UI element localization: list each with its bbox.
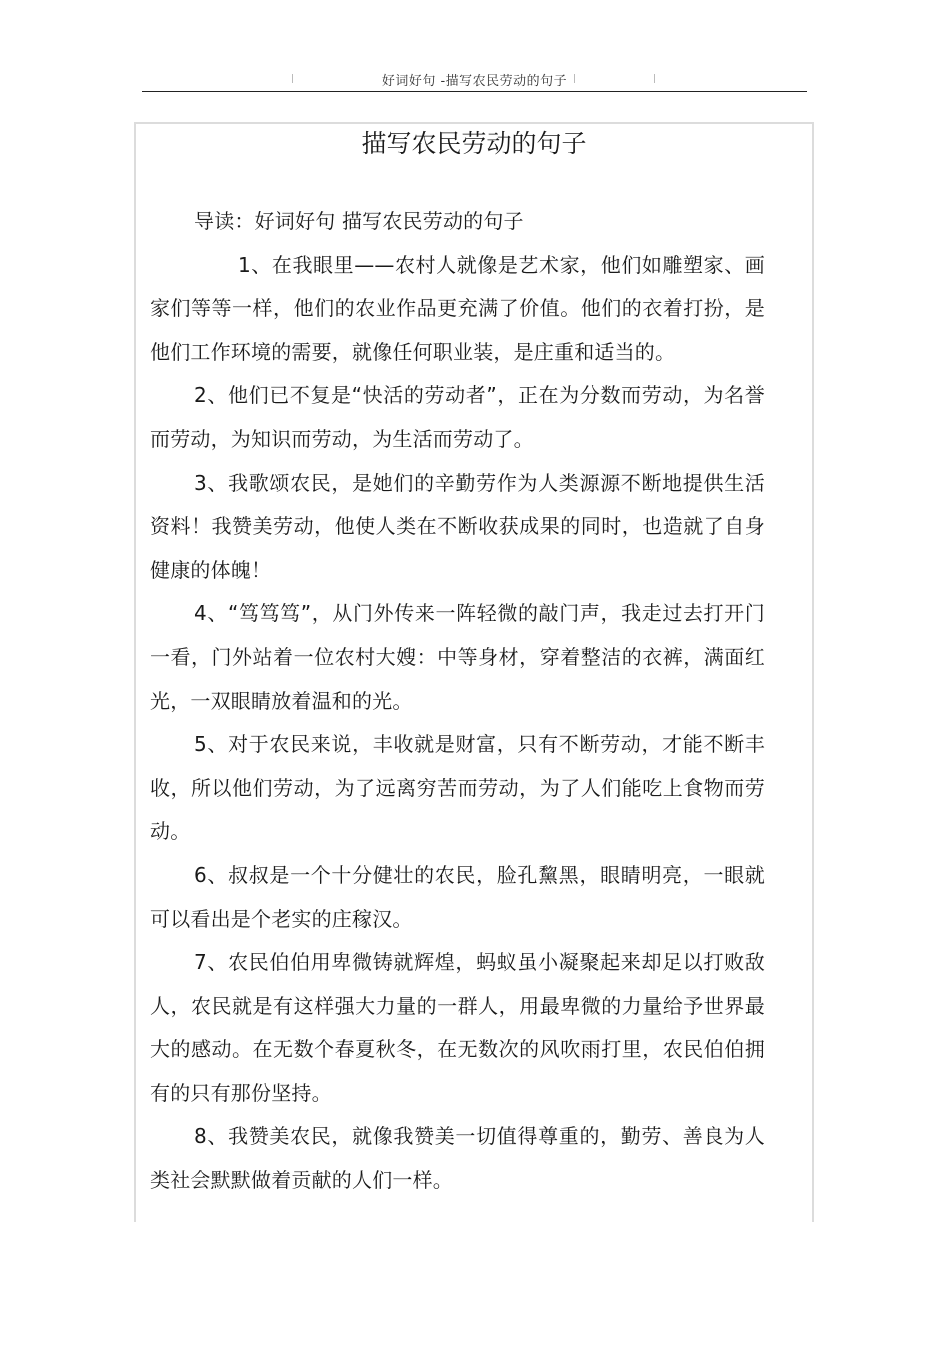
paragraph-8: 8、我赞美农民，就像我赞美一切值得尊重的，勤劳、善良为人类社会默默做着贡献的人们一样。 [150,1124,765,1193]
header-tick-right [654,74,655,83]
document-title: 描写农民劳动的句子 [361,129,587,158]
header-tick-mid [574,74,575,83]
paragraph-4: 4、“笃笃笃”，从门外传来一阵轻微的敲门声，我走过去打开门一看，门外站着一位农村大嫂：中等身材，穿着整洁的衣裤，满面红光，一双眼睛放着温和的光。 [150,601,765,713]
paragraph-2: 2、他们已不复是“快活的劳动者”，正在为分数而劳动，为名誉而劳动，为知识而劳动，为生活而劳动了。 [150,383,765,451]
header-text: 好词好句 -描写农民劳动的句子 [381,74,568,89]
document-body [150,200,765,1203]
paragraph-3: 3、我歌颂农民，是她们的辛勤劳作为人类源源不断地提供生活资料！我赞美劳动，他使人类在不断收获成果的同时，也造就了自身健康的体魄！ [150,470,765,582]
intro-line: 导读：好词好句 描写农民劳动的句子 [194,209,524,233]
header-rule [142,91,807,92]
paragraph-7: 7、农民伯伯用卑微铸就辉煌，蚂蚁虽小凝聚起来却足以打败敌人，农民就是有这样强大力量的一群人，用最卑微的力量给予世界最大的感动。在无数个春夏秋冬，在无数次的风吹雨打里，农民伯伯拥有的只有那份坚持。 [150,950,765,1105]
page-header [142,64,807,92]
paragraph-1: 1、在我眼里——农村人就像是艺术家，他们如雕塑家、画家们等等一样，他们的农业作品更充满了价值。他们的衣着打扮，是他们工作环境的需要，就像任何职业装，是庄重和适当的。 [150,252,765,364]
paragraph-5: 5、对于农民来说，丰收就是财富，只有不断劳动，才能不断丰收，所以他们劳动，为了远离穷苦而劳动，为了人们能吃上食物而劳动。 [150,732,765,844]
paragraph-6: 6、叔叔是一个十分健壮的农民，脸孔黧黑，眼睛明亮，一眼就可以看出是个老实的庄稼汉。 [150,862,765,931]
